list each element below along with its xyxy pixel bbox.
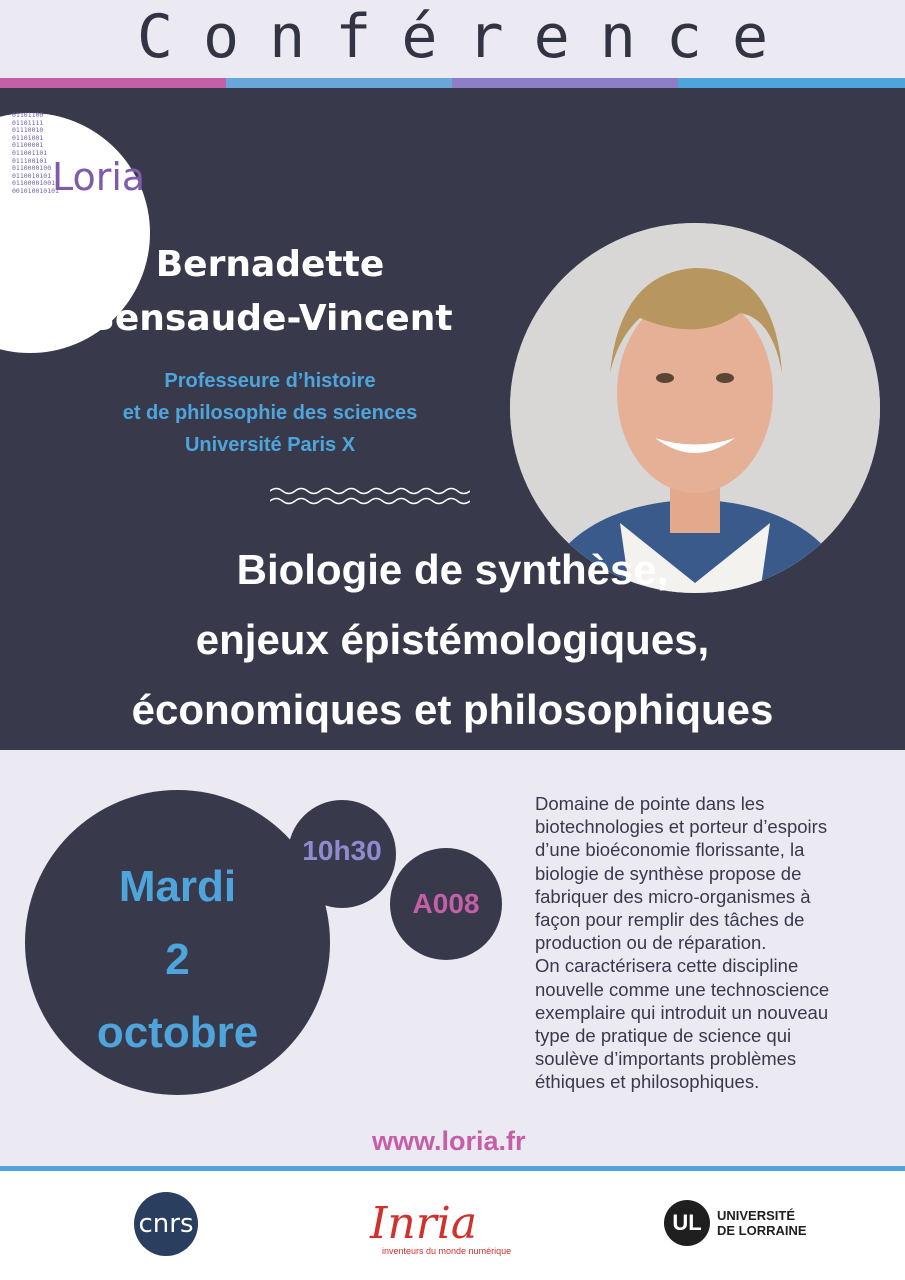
loria-logo-text: Loria (52, 155, 146, 199)
description-line: fabriquer des micro-organismes à (535, 885, 811, 907)
description-line: nouvelle comme une technoscience (535, 978, 830, 1000)
event-date-number: 2 (165, 935, 190, 984)
description-line: production ou de réparation. (535, 932, 767, 954)
description-line: On caractérisera cette discipline (535, 955, 799, 977)
event-room: A008 (412, 888, 480, 919)
talk-title (0, 535, 905, 745)
website-link[interactable]: www.loria.fr (372, 1126, 526, 1156)
event-month: octobre (96, 1008, 259, 1057)
speaker-role (40, 365, 500, 461)
description-line: exemplaire qui introduit un nouveau (535, 1001, 829, 1023)
ul-logo-text (717, 1208, 807, 1238)
description-line: soulève d’importants problèmes (535, 1048, 797, 1070)
description-line: type de pratique de science qui (535, 1025, 792, 1047)
wave-divider-icon (270, 486, 470, 508)
ul-line1: UNIVERSITÉ (717, 1208, 796, 1223)
binary-line: 01101100 (12, 111, 44, 119)
binary-line: 01101001 (12, 133, 44, 142)
color-stripe-violet (452, 78, 678, 88)
speaker-role-line2: et de philosophie des sciences (122, 402, 418, 424)
speaker-name-line2: Bensaude-Vincent (87, 298, 453, 339)
binary-line: 011100101 (12, 156, 48, 165)
binary-line: 011001101 (12, 148, 48, 157)
description-line: façon pour remplir des tâches de (535, 909, 805, 931)
talk-title-line1: Biologie de synthèse, (236, 546, 669, 593)
binary-line: 01110010 (12, 126, 44, 135)
binary-line: 0110010101 (12, 171, 52, 180)
talk-description (535, 792, 895, 1094)
inria-tagline: inventeurs du monde numérique (382, 1246, 512, 1256)
binary-line: 01100001001 (12, 179, 56, 188)
color-stripe-blue (226, 78, 452, 88)
event-day: Mardi (118, 862, 237, 911)
description-line: biotechnologies et porteur d’espoirs (535, 816, 828, 838)
talk-title-line2: enjeux épistémologiques, (195, 616, 710, 663)
color-stripe-pink (0, 78, 226, 88)
page-title: Conférence (136, 2, 799, 72)
color-stripe-lightblue (678, 78, 905, 88)
description-line: éthiques et philosophiques. (535, 1071, 760, 1093)
binary-line: 001010010101 (12, 186, 59, 195)
binary-line: 0110000100 (12, 164, 52, 173)
description-line: d’une bioéconomie florissante, la (535, 839, 805, 861)
inria-logo-icon: Inria (370, 1198, 478, 1249)
speaker-name (40, 238, 500, 346)
talk-title-line3: économiques et philosophiques (131, 686, 774, 733)
speaker-role-line3: Université Paris X (184, 434, 356, 456)
description-line: Domaine de pointe dans les (535, 793, 765, 814)
event-date (25, 850, 330, 1069)
ul-line2: DE LORRAINE (717, 1223, 807, 1238)
speaker-role-line1: Professeure d’histoire (164, 370, 376, 392)
ul-logo-icon: UL (664, 1200, 710, 1246)
speaker-name-line1: Bernadette (155, 244, 385, 285)
event-time: 10h30 (302, 835, 382, 866)
cnrs-logo-icon: cnrs (134, 1192, 198, 1256)
description-line: biologie de synthèse propose de (535, 862, 802, 884)
binary-line: 01101111 (12, 118, 44, 127)
binary-line: 01100001 (12, 141, 44, 150)
